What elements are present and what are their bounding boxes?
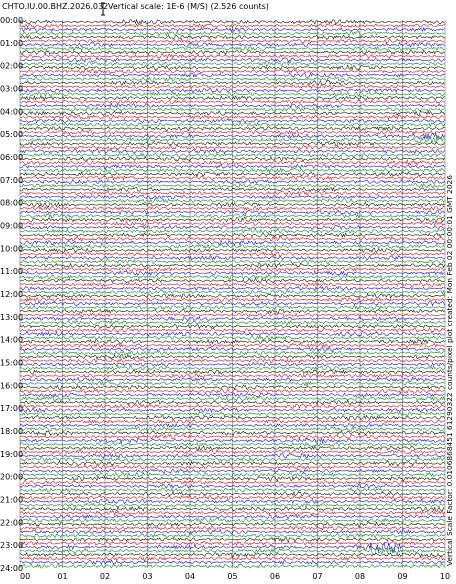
hour-label: 00:00 bbox=[0, 16, 24, 25]
hour-label: 02:00 bbox=[0, 61, 24, 71]
minute-label: 03 bbox=[142, 572, 153, 581]
hour-label: 01:00 bbox=[0, 38, 24, 48]
hour-label: 06:00 bbox=[0, 153, 24, 162]
minute-label: 05 bbox=[227, 572, 238, 581]
hour-label: 24:00 bbox=[0, 564, 24, 573]
hour-label: 07:00 bbox=[0, 175, 24, 185]
hour-label: 11:00 bbox=[0, 267, 24, 277]
hour-label: 20:00 bbox=[0, 472, 24, 482]
hour-label: 08:00 bbox=[0, 198, 24, 208]
hour-label: 04:00 bbox=[0, 107, 24, 117]
scale-factor-note: Vertical Scale Factor: 0.0106868451 61290322 counts/pixel plot created: Mon Feb 02 00:00:01 GMT 2026 bbox=[445, 175, 454, 566]
minute-label: 01 bbox=[57, 572, 68, 581]
hour-label: 05:00 bbox=[0, 130, 24, 140]
hour-label: 15:00 bbox=[0, 358, 24, 368]
hour-label: 19:00 bbox=[0, 449, 24, 459]
minute-label: 06 bbox=[269, 572, 281, 581]
hour-label: 14:00 bbox=[0, 335, 24, 345]
hour-label: 21:00 bbox=[0, 495, 24, 505]
hour-label: 03:00 bbox=[0, 84, 24, 94]
minute-label: 10 bbox=[439, 572, 451, 581]
minute-label: 09 bbox=[397, 572, 408, 581]
hour-label: 17:00 bbox=[0, 404, 24, 414]
station-label: CHTO.IU.00.BHZ.2026.032 bbox=[2, 2, 109, 11]
hour-label: 13:00 bbox=[0, 312, 24, 322]
minute-label: 02 bbox=[99, 572, 111, 581]
minute-label: 08 bbox=[354, 572, 366, 581]
minute-label: 00 bbox=[20, 572, 31, 581]
hour-label: 12:00 bbox=[0, 290, 24, 299]
minute-label: 04 bbox=[184, 572, 196, 581]
hour-label: 16:00 bbox=[0, 381, 24, 391]
minute-label: 07 bbox=[312, 572, 323, 581]
hour-label: 09:00 bbox=[0, 221, 24, 231]
hour-label: 23:00 bbox=[0, 541, 24, 551]
vertical-scale-label: Vertical scale: 1E-6 (M/S) (2.526 counts) bbox=[108, 2, 269, 11]
hour-label: 22:00 bbox=[0, 518, 24, 528]
hour-label: 10:00 bbox=[0, 244, 24, 254]
hour-label: 18:00 bbox=[0, 427, 24, 436]
